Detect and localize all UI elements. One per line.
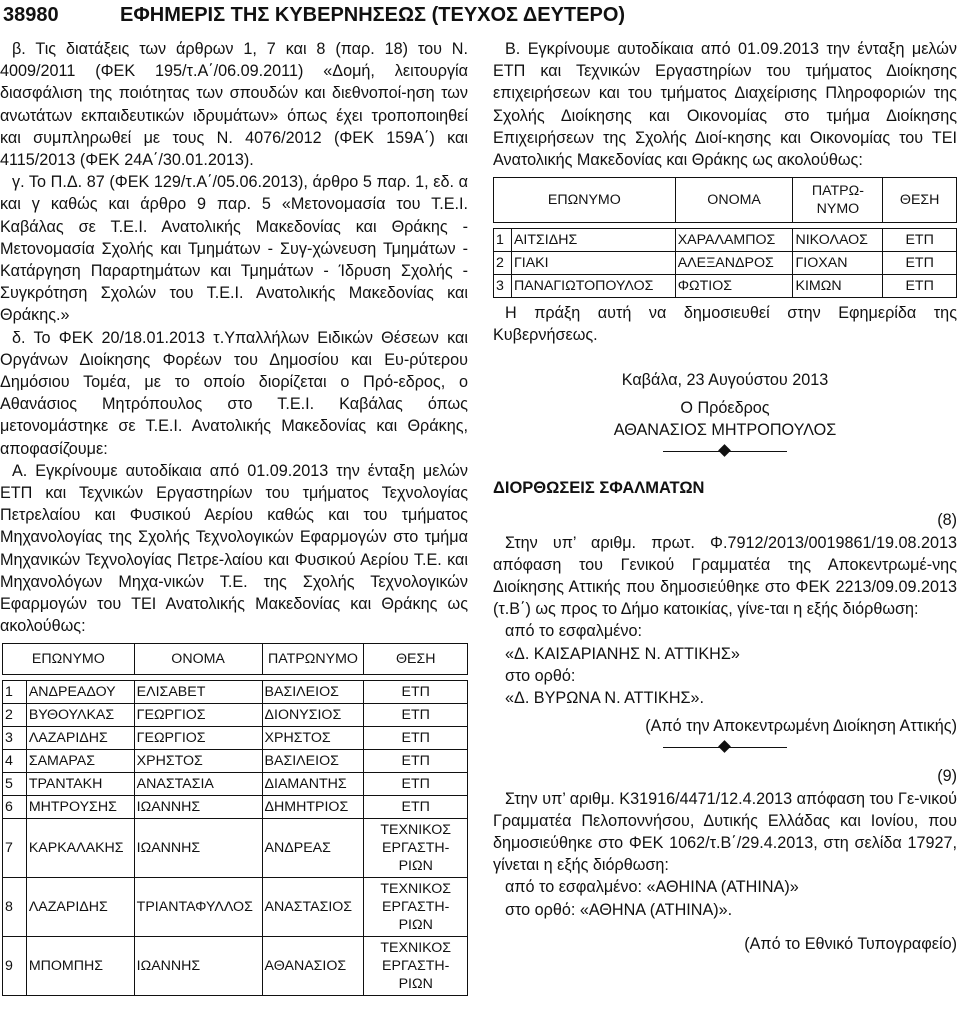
row-number: 8 xyxy=(3,878,27,937)
surname-cell: ΚΑΡΚΑΛΑΚΗΣ xyxy=(26,819,134,878)
name-cell: ΤΡΙΑΝΤΑΦΥΛΛΟΣ xyxy=(134,878,262,937)
correction-8-right: «Δ. ΒΥΡΩΝΑ Ν. ΑΤΤΙΚΗΣ». xyxy=(505,689,705,708)
corrections-title: ΔΙΟΡΘΩΣΕΙΣ ΣΦΑΛΜΑΤΩΝ xyxy=(493,479,705,498)
father-name-cell: ΓΙΟΧΑΝ xyxy=(793,252,883,275)
diamond-icon xyxy=(718,444,731,457)
correction-8-wrong-label: από το εσφαλμένο: xyxy=(505,622,642,641)
name-cell: ΓΕΩΡΓΙΟΣ xyxy=(134,704,262,727)
correction-9-right: στο ορθό: «ΑΘΗΝΑ (ATHINA)». xyxy=(505,900,733,919)
position-cell: ΤΕΧΝΙΚΟΣ ΕΡΓΑΣΤΗ-ΡΙΩΝ xyxy=(364,819,468,878)
correction-8-right-label: στο ορθό: xyxy=(505,666,576,685)
position-cell: ΤΕΧΝΙΚΟΣ ΕΡΓΑΣΤΗ-ΡΙΩΝ xyxy=(364,878,468,937)
table-header-row xyxy=(3,644,468,675)
table-row xyxy=(494,252,957,275)
position-cell: ΕΤΠ xyxy=(364,704,468,727)
gazette-title: ΕΦΗΜΕΡΙΣ ΤΗΣ ΚΥΒΕΡΝΗΣΕΩΣ (ΤΕΥΧΟΣ ΔΕΥΤΕΡΟ) xyxy=(120,4,626,26)
name-cell: ΦΩΤΙΟΣ xyxy=(675,275,793,298)
name-cell: ΧΑΡΑΛΑΜΠΟΣ xyxy=(675,229,793,252)
col-header-father: ΠΑΤΡΩΝΥΜΟ xyxy=(262,644,364,675)
diamond-icon xyxy=(718,741,731,754)
row-number: 7 xyxy=(3,819,27,878)
correction-9-source: (Από το Εθνικό Τυπογραφείο) xyxy=(744,934,957,953)
staff-table-a xyxy=(2,643,468,996)
name-cell: ΙΩΑΝΝΗΣ xyxy=(134,819,262,878)
paragraph-b-right: Β. Εγκρίνουμε αυτοδίκαια από 01.09.2013 την ένταξη μελών ΕΤΠ και Τεχνικών Εργαστηρίων του τμήματος Διοίκησης επιχειρήσεων και του τμήματος Διαχείρισης Πληροφοριών της Σχολής Διοίκησης και Οικονομίας στο τμήμα Διοίκησης Επιχειρήσεων της Σχολής Διοί-κησης και Οικονομίας του ΤΕΙ Ανατολικής Μακεδονίας και Θράκης ως ακολούθως: xyxy=(493,40,957,170)
surname-cell: ΑΝΔΡΕΑΔΟΥ xyxy=(26,681,134,704)
signer-title: Ο Πρόεδρος xyxy=(680,398,770,417)
paragraph-a: Α. Εγκρίνουμε αυτοδίκαια από 01.09.2013 την ένταξη μελών ΕΤΠ και Τεχνικών Εργαστηρίων του τμήματος Τεχνολογίας Πετρελαίου και Φυσικού Αερίου καθώς και του τμήματος Μηχανολογίας της Σχολής Τεχνολογικών Εφαρμογών στο τμήμα Μηχανικών Τεχνολογίας Πετρε-λαίου και Φυσικού Αερίου Τ.Ε. και Μηχανολόγων Μηχα-νικών Τ.Ε. της Σχολής Τεχνολογικών Εφαρμογών του ΤΕΙ Ανατολικής Μακεδονίας και Θράκης ως ακολούθως: xyxy=(0,461,468,636)
father-name-cell: ΒΑΣΙΛΕΙΟΣ xyxy=(262,750,364,773)
publish-order: Η πράξη αυτή να δημοσιευθεί στην Εφημερίδα της Κυβερνήσεως. xyxy=(493,304,957,345)
surname-cell: ΠΑΝΑΓΙΩΤΟΠΟΥΛΟΣ xyxy=(511,275,675,298)
position-cell: ΕΤΠ xyxy=(364,796,468,819)
father-name-cell: ΑΝΑΣΤΑΣΙΟΣ xyxy=(262,878,364,937)
row-number: 1 xyxy=(494,229,512,252)
paragraph-b: β. Τις διατάξεις των άρθρων 1, 7 και 8 (παρ. 18) του Ν. 4009/2011 (ΦΕΚ 195/τ.Α΄/06.09.2011) «Δομή, λειτουργία διασφάλιση της ποιότητας των σπουδών και διεθνοποί-ηση των ανωτάτων εκπαιδευτικών ιδρυμάτων» όπως έχει τροποποιηθεί και συμπληρωθεί με τους Ν. 4076/2012 (ΦΕΚ 159Α΄) και 4115/2013 (ΦΕΚ 24Α΄/30.01.2013). xyxy=(0,40,468,170)
row-number: 3 xyxy=(3,727,27,750)
correction-8-source: (Από την Αποκεντρωμένη Διοίκηση Αττικής) xyxy=(645,717,957,736)
correction-9-wrong: από το εσφαλμένο: «ΑΘΗΙΝΑ (ATHINA)» xyxy=(505,878,799,897)
father-name-cell: ΔΙΑΜΑΝΤΗΣ xyxy=(262,773,364,796)
position-cell: ΕΤΠ xyxy=(364,681,468,704)
correction-8-wrong: «Δ. ΚΑΙΣΑΡΙΑΝΗΣ Ν. ΑΤΤΙΚΗΣ» xyxy=(505,644,740,663)
surname-cell: ΒΥΘΟΥΛΚΑΣ xyxy=(26,704,134,727)
table-row xyxy=(3,796,468,819)
table-row xyxy=(3,727,468,750)
signer-name: ΑΘΑΝΑΣΙΟΣ ΜΗΤΡΟΠΟΥΛΟΣ xyxy=(613,421,837,440)
paragraph-d: δ. Το ΦΕΚ 20/18.01.2013 τ.Υπαλλήλων Ειδικών Θέσεων και Οργάνων Διοίκησης Φορέων του Δημοσίου και Ευ-ρύτερου Δημόσιου Τομέα, με το οποίο διορίζεται ο Πρό-εδρος, ο Αθανάσιος Μητρόπουλος στο Τ.Ε.Ι. Καβάλας όπως μετονομάστηκε σε Τ.Ε.Ι. Ανατολικής Μακεδονίας και Θράκης, αποφασίζουμε: xyxy=(0,328,468,458)
row-number: 2 xyxy=(494,252,512,275)
col-header-surname: ΕΠΩΝΥΜΟ xyxy=(494,178,676,223)
row-number: 6 xyxy=(3,796,27,819)
section-separator xyxy=(493,737,957,759)
right-column xyxy=(493,38,957,955)
surname-cell: ΤΡΑΝΤΑΚΗ xyxy=(26,773,134,796)
left-column xyxy=(0,38,468,996)
row-number: 9 xyxy=(3,937,27,996)
section-separator xyxy=(493,441,957,463)
father-name-cell: ΔΙΟΝΥΣΙΟΣ xyxy=(262,704,364,727)
table-header-row xyxy=(494,178,957,223)
father-name-cell: ΑΝΔΡΕΑΣ xyxy=(262,819,364,878)
name-cell: ΙΩΑΝΝΗΣ xyxy=(134,796,262,819)
surname-cell: ΛΑΖΑΡΙΔΗΣ xyxy=(26,727,134,750)
name-cell: ΕΛΙΣΑΒΕΤ xyxy=(134,681,262,704)
row-number: 3 xyxy=(494,275,512,298)
table-row xyxy=(3,704,468,727)
col-header-name: ΟΝΟΜΑ xyxy=(675,178,793,223)
position-cell: ΕΤΠ xyxy=(883,252,957,275)
father-name-cell: ΒΑΣΙΛΕΙΟΣ xyxy=(262,681,364,704)
correction-9-number: (9) xyxy=(937,767,957,786)
name-cell: ΓΕΩΡΓΙΟΣ xyxy=(134,727,262,750)
table-row xyxy=(494,275,957,298)
position-cell: ΕΤΠ xyxy=(364,750,468,773)
father-name-cell: ΚΙΜΩΝ xyxy=(793,275,883,298)
col-header-position: ΘΕΣΗ xyxy=(883,178,957,223)
paragraph-g: γ. Το Π.Δ. 87 (ΦΕΚ 129/τ.Α΄/05.06.2013), άρθρο 5 παρ. 1, εδ. α και γ καθώς και άρθρο 9 παρ. 5 «Μετονομασία του Τ.Ε.Ι. Καβάλας σε Τ.Ε.Ι. Ανατολικής Μακεδονίας και Θράκης - Μετονομασία Σχολής και Τμημάτων - Συγ-χώνευση Τμημάτων - Κατάργηση Παραρτημάτων και Τμημάτων - Ίδρυση Σχολής - Συγκρότηση Σχολών του Τ.Ε.Ι. Ανατολικής Μακεδονίας και Θράκης.» xyxy=(0,173,468,325)
staff-table-b xyxy=(493,177,957,298)
name-cell: ΑΝΑΣΤΑΣΙΑ xyxy=(134,773,262,796)
father-name-cell: ΔΗΜΗΤΡΙΟΣ xyxy=(262,796,364,819)
correction-8-text: Στην υπ’ αριθμ. πρωτ. Φ.7912/2013/0019861/19.08.2013 απόφαση του Γενικού Γραμματέα της Αποκεντρωμέ-νης Διοίκησης Αττικής που δημοσιεύθηκε στο ΦΕΚ 2213/09.09.2013 (τ.Β΄) ως προς το Δήμο κατοικίας, γίνε-ται η εξής διόρθωση: xyxy=(493,533,957,619)
position-cell: ΕΤΠ xyxy=(883,229,957,252)
row-number: 5 xyxy=(3,773,27,796)
col-header-position: ΘΕΣΗ xyxy=(364,644,468,675)
position-cell: ΕΤΠ xyxy=(883,275,957,298)
row-number: 2 xyxy=(3,704,27,727)
father-name-cell: ΑΘΑΝΑΣΙΟΣ xyxy=(262,937,364,996)
correction-9-text: Στην υπ’ αριθμ. Κ31916/4471/12.4.2013 απόφαση του Γε-νικού Γραμματέα Πελοποννήσου, Δυτικής Ελλάδας και Ιονίου, που δημοσιεύθηκε στο ΦΕΚ 1062/τ.Β΄/29.4.2013, στη σελίδα 17927, γίνεται η εξής διόρθωση: xyxy=(493,789,957,875)
col-header-father: ΠΑΤΡΩ-ΝΥΜΟ xyxy=(793,178,883,223)
col-header-surname: ΕΠΩΝΥΜΟ xyxy=(3,644,135,675)
col-header-name: ΟΝΟΜΑ xyxy=(134,644,262,675)
surname-cell: ΜΗΤΡΟΥΣΗΣ xyxy=(26,796,134,819)
row-number: 1 xyxy=(3,681,27,704)
table-row xyxy=(3,878,468,937)
position-cell: ΤΕΧΝΙΚΟΣ ΕΡΓΑΣΤΗ-ΡΙΩΝ xyxy=(364,937,468,996)
surname-cell: ΜΠΟΜΠΗΣ xyxy=(26,937,134,996)
date-place: Καβάλα, 23 Αυγούστου 2013 xyxy=(621,370,829,389)
table-row xyxy=(3,750,468,773)
position-cell: ΕΤΠ xyxy=(364,727,468,750)
surname-cell: ΑΙΤΣΙΔΗΣ xyxy=(511,229,675,252)
page-header xyxy=(0,0,960,36)
surname-cell: ΣΑΜΑΡΑΣ xyxy=(26,750,134,773)
surname-cell: ΛΑΖΑΡΙΔΗΣ xyxy=(26,878,134,937)
correction-8-number: (8) xyxy=(937,511,957,530)
row-number: 4 xyxy=(3,750,27,773)
table-row xyxy=(3,819,468,878)
table-row xyxy=(3,681,468,704)
page-number: 38980 xyxy=(3,4,59,26)
father-name-cell: ΝΙΚΟΛΑΟΣ xyxy=(793,229,883,252)
name-cell: ΧΡΗΣΤΟΣ xyxy=(134,750,262,773)
name-cell: ΑΛΕΞΑΝΔΡΟΣ xyxy=(675,252,793,275)
table-row xyxy=(3,937,468,996)
name-cell: ΙΩΑΝΝΗΣ xyxy=(134,937,262,996)
table-row xyxy=(494,229,957,252)
surname-cell: ΓΙΑΚΙ xyxy=(511,252,675,275)
father-name-cell: ΧΡΗΣΤΟΣ xyxy=(262,727,364,750)
table-row xyxy=(3,773,468,796)
position-cell: ΕΤΠ xyxy=(364,773,468,796)
